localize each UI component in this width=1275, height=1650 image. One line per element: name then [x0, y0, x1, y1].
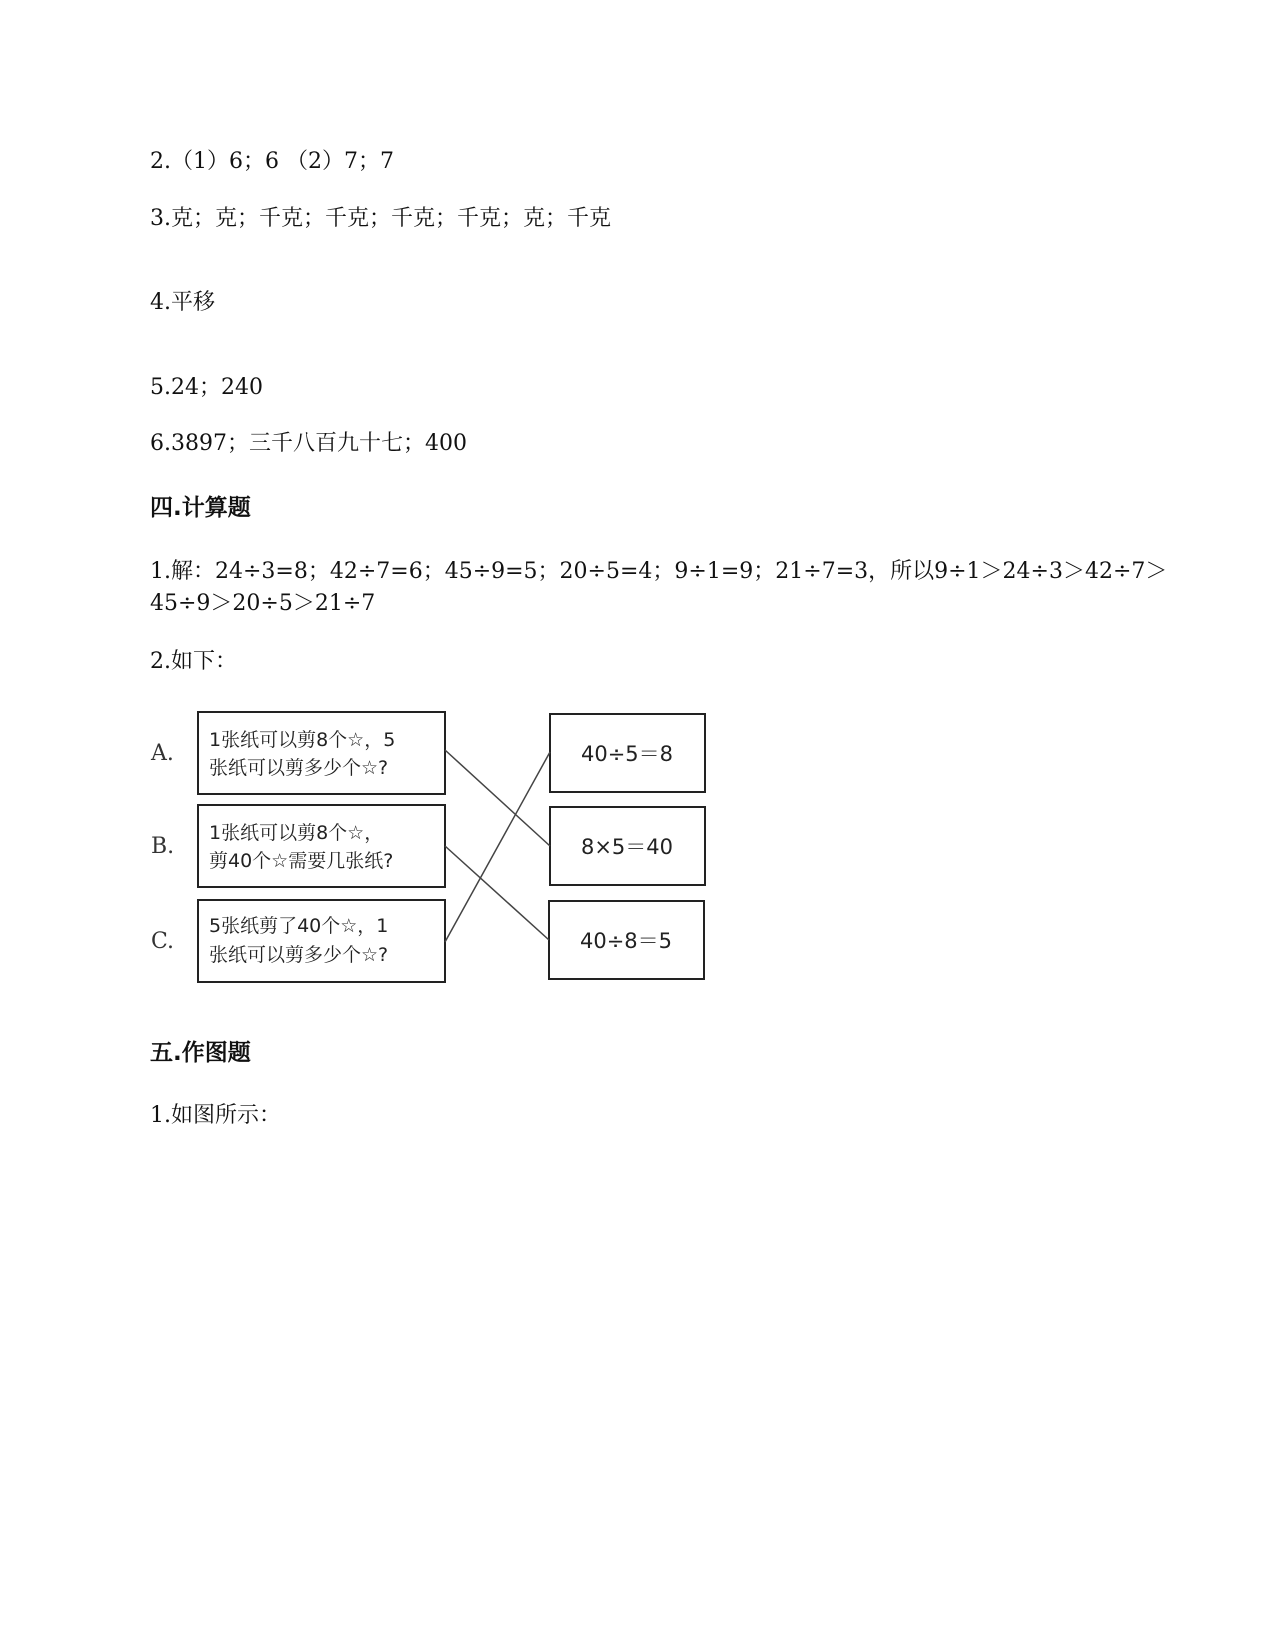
- answer-5: 5.24；240: [150, 375, 263, 400]
- left-box-a-line1: 1张纸可以剪8个☆，5: [209, 729, 396, 751]
- answer-2: 2.（1）6；6 （2）7；7: [150, 149, 394, 174]
- drawing-answer-1: 1.如图所示：: [150, 1103, 281, 1128]
- letter-b: B.: [151, 834, 175, 859]
- left-box-a-line2: 张纸可以剪多少个☆?: [209, 757, 389, 779]
- left-box-c-line2: 张纸可以剪多少个☆?: [209, 944, 389, 966]
- left-box-b-line2: 剪40个☆需要几张纸?: [209, 850, 394, 872]
- left-box-b: [198, 805, 445, 887]
- answer-3: 3.克；克；千克；千克；千克；千克；克；千克: [150, 206, 611, 231]
- letter-c: C.: [151, 929, 175, 954]
- right-box-2-text: 8×5＝40: [580, 835, 674, 859]
- left-box-c: [198, 900, 445, 982]
- connector-b-to-3: [445, 846, 549, 940]
- matching-figure: [145, 710, 725, 1000]
- connector-c-to-1: [445, 752, 550, 942]
- answer-4: 4.平移: [150, 290, 215, 315]
- answer-6: 6.3897；三千八百九十七；400: [150, 431, 467, 456]
- calc-answer-2: 2.如下：: [150, 649, 237, 674]
- letter-a: A.: [151, 741, 174, 766]
- calc-answer-1-line1: 1.解：24÷3=8；42÷7=6；45÷9=5；20÷5=4；9÷1=9；21÷7=3，所以9÷1＞24÷3＞42÷7＞: [150, 559, 1168, 584]
- left-box-b-line1: 1张纸可以剪8个☆，: [209, 822, 384, 844]
- section-5-title: 五.作图题: [150, 1040, 251, 1066]
- left-box-c-line1: 5张纸剪了40个☆，1: [209, 915, 389, 937]
- calc-answer-1-line2: 45÷9＞20÷5＞21÷7: [150, 591, 376, 616]
- right-box-3-text: 40÷8＝5: [579, 929, 673, 953]
- right-box-1-text: 40÷5＝8: [580, 742, 674, 766]
- section-4-title: 四.计算题: [150, 495, 251, 521]
- connector-a-to-2: [445, 750, 550, 846]
- left-box-a: [198, 712, 445, 794]
